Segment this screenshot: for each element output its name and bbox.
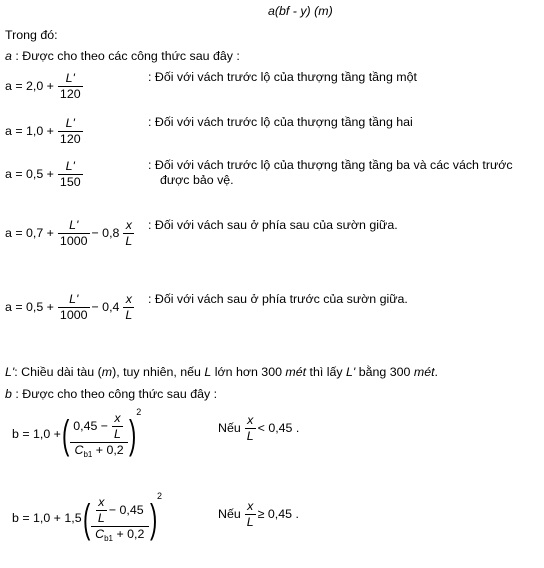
condition-label: Nếu (218, 421, 241, 436)
b-intro-text: : Được cho theo công thức sau đây : (15, 387, 218, 401)
C-symbol: C (74, 443, 84, 458)
big-fraction-numerator (70, 411, 128, 443)
big-fraction-numerator (91, 495, 149, 527)
fraction-numerator: x (123, 219, 134, 234)
b-formula-1 (12, 407, 143, 460)
condition-label: Nếu (218, 507, 241, 522)
fraction (245, 500, 256, 529)
subscript: b1 (83, 450, 93, 460)
header-formula: a(bf - y) (m) (268, 4, 333, 18)
fraction-numerator: L' (58, 72, 83, 87)
where-label: Trong đó: (5, 28, 58, 42)
b-formula-lhs: b = 1,0 + 1,5 (12, 511, 82, 526)
b-formula-lhs: b = 1,0 + (12, 427, 61, 442)
fraction-numerator: x (112, 412, 123, 427)
lprime-text: ), tuy nhiên, nếu (112, 365, 205, 379)
condition-relation: < 0,45 . (257, 421, 300, 436)
b-condition-1 (218, 414, 301, 443)
fraction (123, 293, 134, 322)
a-formula-3-desc: : Đối với vách trước lộ của thượng tầng tầng ba và các vách trước (148, 158, 513, 172)
a-formula-3 (5, 160, 85, 189)
a-formula-term: − 0,8 (91, 226, 120, 241)
fraction-denominator: 120 (59, 87, 81, 102)
numerator-term: − 0,45 (108, 503, 144, 517)
fraction-denominator: 1000 (59, 234, 88, 249)
subscript: b1 (104, 534, 114, 544)
fraction-numerator: L' (58, 219, 90, 234)
lprime-text: . (434, 365, 438, 379)
lprime-symbol: L' (5, 365, 15, 379)
fraction (58, 293, 90, 322)
a-formula-lhs: a = 1,0 + (5, 124, 54, 139)
fraction (112, 412, 123, 441)
fraction-numerator: x (123, 293, 134, 308)
fraction-denominator: 120 (59, 132, 81, 147)
fraction-numerator: x (245, 414, 256, 429)
fraction-numerator: x (96, 496, 107, 511)
exponent: 2 (136, 407, 142, 418)
fraction (96, 496, 107, 525)
a-intro-text: : Được cho theo các công thức sau đây : (15, 49, 240, 63)
fraction (58, 117, 83, 146)
lprime-symbol: L' (346, 365, 356, 379)
left-paren: ( (61, 412, 70, 457)
fraction-denominator: L (246, 515, 254, 530)
fraction-denominator: 150 (59, 175, 81, 190)
lprime-unit: mét (413, 365, 435, 379)
fraction-numerator: x (245, 500, 256, 515)
a-formula-4 (5, 219, 136, 248)
exponent: 2 (156, 491, 162, 502)
a-intro-line (5, 50, 240, 62)
a-formula-1-desc: : Đối với vách trước lộ của thượng tầng tầng một (148, 70, 417, 84)
C-symbol: C (95, 527, 105, 542)
lprime-L-symbol: L (204, 365, 212, 379)
a-formula-lhs: a = 0,7 + (5, 226, 54, 241)
big-fraction-denominator (70, 443, 128, 458)
a-formula-lhs: a = 0,5 + (5, 167, 54, 182)
b-condition-2 (218, 500, 301, 529)
a-formula-2 (5, 117, 85, 146)
left-paren: ( (82, 496, 90, 541)
a-formula-lhs: a = 2,0 + (5, 79, 54, 94)
lprime-definition (5, 366, 438, 378)
a-formula-2-desc: : Đối với vách trước lộ của thượng tầng tầng hai (148, 115, 413, 129)
fraction-denominator: 1000 (59, 308, 88, 323)
fraction-numerator: L' (58, 160, 83, 175)
fraction-numerator: L' (58, 117, 83, 132)
lprime-unit: m (101, 365, 113, 379)
denominator-term: + 0,2 (116, 527, 145, 542)
big-fraction (70, 411, 128, 458)
big-fraction (91, 495, 149, 542)
a-formula-5-desc: : Đối với vách sau ở phía trước của sườn giữa. (148, 292, 408, 306)
lprime-text: : Chiều dài tàu ( (14, 365, 102, 379)
a-symbol: a (5, 49, 12, 63)
lprime-text: bằng 300 (355, 365, 414, 379)
fraction-denominator: L (114, 427, 121, 442)
fraction-numerator: L' (58, 293, 90, 308)
fraction-denominator: L (97, 511, 105, 526)
denominator-term: + 0,2 (95, 443, 124, 458)
numerator-term: 0,45 − (73, 419, 109, 433)
a-formula-3-desc-cont: được bảo vệ. (160, 173, 234, 187)
fraction (58, 160, 83, 189)
fraction-denominator: L (125, 308, 133, 323)
fraction (58, 72, 83, 101)
a-formula-5 (5, 293, 136, 322)
a-formula-term: − 0,4 (91, 300, 120, 315)
a-formula-lhs: a = 0,5 + (5, 300, 54, 315)
fraction-denominator: L (125, 234, 133, 249)
fraction (123, 219, 134, 248)
a-formula-4-desc: : Đối với vách sau ở phía sau của sườn giữa. (148, 218, 398, 232)
a-formula-1 (5, 72, 85, 101)
fraction (58, 219, 90, 248)
right-paren: ) (128, 412, 137, 457)
fraction (245, 414, 256, 443)
b-symbol: b (5, 387, 12, 401)
lprime-text: thì lấy (306, 365, 347, 379)
condition-relation: ≥ 0,45 . (257, 507, 299, 522)
b-formula-2 (12, 491, 164, 544)
right-paren: ) (149, 496, 157, 541)
lprime-unit: mét (285, 365, 307, 379)
b-intro-line (5, 388, 217, 400)
lprime-text: lớn hơn 300 (211, 365, 286, 379)
big-fraction-denominator (91, 527, 149, 542)
fraction-denominator: L (246, 429, 254, 444)
